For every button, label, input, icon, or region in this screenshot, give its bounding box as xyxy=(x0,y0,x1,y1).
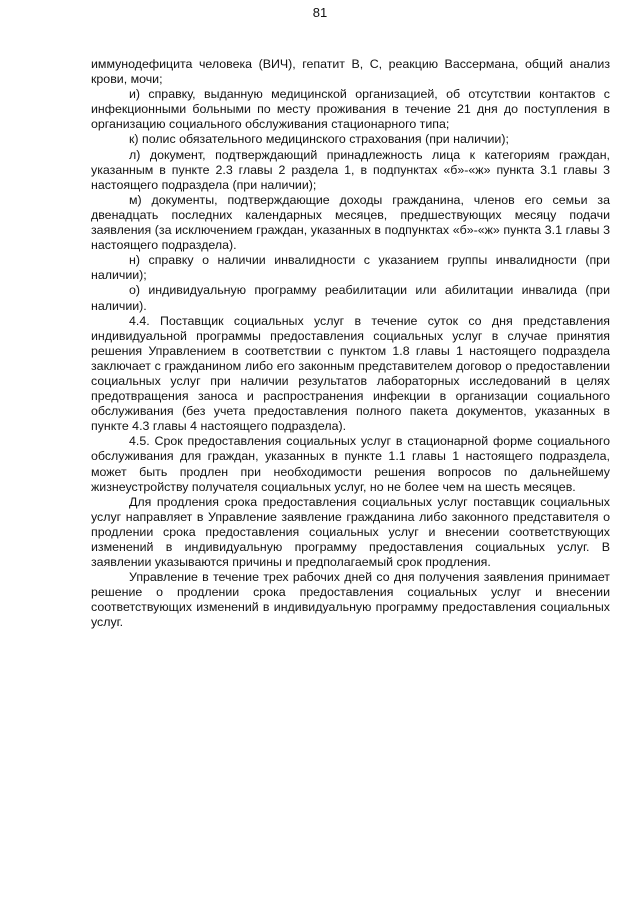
paragraph-clause-4-5: 4.5. Срок предоставления социальных услуг в стационарной форме социального обслуживания для граждан, указанных в пункте 1.1 главы 1 настоящего подраздела, может быть продлен при необходимости решения вопросов по дальнейшему жизнеустройству получателя социальных услуг, но не более чем на шесть месяцев. xyxy=(91,434,610,494)
paragraph-item-k: к) полис обязательного медицинского страхования (при наличии); xyxy=(129,132,509,147)
paragraph-item-m: м) документы, подтверждающие доходы гражданина, членов его семьи за двенадцать последних календарных месяцев, предшествующих месяцу подачи заявления (за исключением граждан, указанных в подпунктах «б»-«ж» пункта 3.1 главы 3 настоящего подраздела). xyxy=(91,192,610,253)
page-number: 81 xyxy=(312,5,328,20)
paragraph-item-n: н) справку о наличии инвалидности с указанием группы инвалидности (при наличии); xyxy=(91,253,610,283)
paragraph-clause-4-4: 4.4. Поставщик социальных услуг в течение суток со дня представления индивидуальной программы предоставления социальных услуг в случае принятия решения Управлением в соответствии с пунктом 1.8 главы 1 настоящего подраздела заключает с гражданином либо его законным представителем договор о предоставлении социальных услуг при наличии результатов лабораторных исследований в целях предотвращения заноса и распространения инфекции в организации социального обслуживания (без учета предоставления полного пакета документов, указанных в пункте 4.3 главы 4 настоящего подраздела). xyxy=(91,313,610,434)
paragraph-item-i: и) справку, выданную медицинской организацией, об отсутствии контактов с инфекционными больными по месту проживания в течение 21 дня до поступления в организацию социального обслуживания стационарного типа; xyxy=(91,87,610,132)
paragraph-continuation: иммунодефицита человека (ВИЧ), гепатит В, С, реакцию Вассермана, общий анализ крови, мочи; xyxy=(91,57,610,87)
paragraph-extension-request: Для продления срока предоставления социальных услуг поставщик социальных услуг направляет в Управление заявление гражданина либо законного представителя о продлении срока предоставления социальных услуг и внесении соответствующих изменений в индивидуальную программу предоставления социальных услуг. В заявлении указываются причины и предполагаемый срок продления. xyxy=(91,494,610,570)
paragraph-item-o: о) индивидуальную программу реабилитации или абилитации инвалида (при наличии). xyxy=(91,283,610,313)
paragraph-item-l: л) документ, подтверждающий принадлежность лица к категориям граждан, указанным в пункте 2.3 главы 2 раздела 1, в подпунктах «б»-«ж» пункта 3.1 главы 3 настоящего подраздела (при наличии); xyxy=(91,147,610,192)
paragraph-extension-decision: Управление в течение трех рабочих дней со дня получения заявления принимает решение о продлении срока предоставления социальных услуг и внесении соответствующих изменений в индивидуальную программу предоставления социальных услуг. xyxy=(91,570,610,630)
document-body xyxy=(91,57,610,631)
